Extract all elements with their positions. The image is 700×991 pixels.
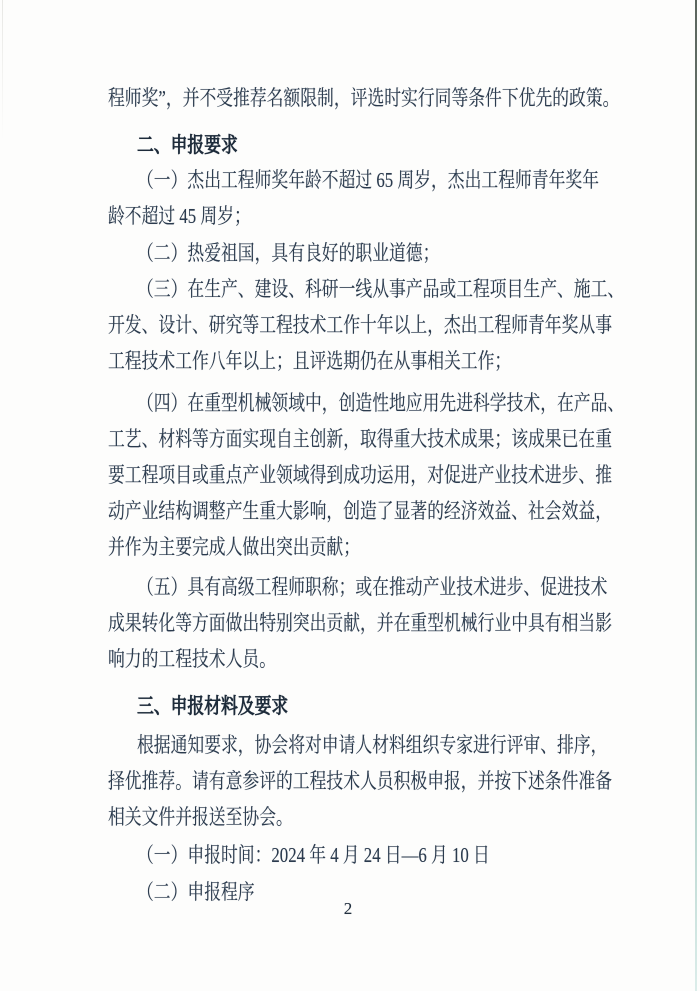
- text-line: 响力的工程技术人员。: [108, 647, 276, 671]
- text-line: 程师奖”，并不受推荐名额限制，评选时实行同等条件下优先的政策。: [108, 86, 620, 110]
- text-line: 动产业结构调整产生重大影响，创造了显著的经济效益、社会效益，: [108, 499, 612, 523]
- section-heading-2: 二、申报要求: [137, 133, 238, 157]
- text-line: 择优推荐。请有意参评的工程技术人员积极申报，并按下述条件准备: [108, 769, 612, 793]
- text-line-item-1: （一）杰出工程师奖年龄不超过 65 周岁，杰出工程师青年奖年: [137, 168, 599, 192]
- text-line-procedure: （二）申报程序: [137, 880, 255, 904]
- text-line-item-3: （三）在生产、建设、科研一线从事产品或工程项目生产、施工、: [137, 277, 625, 301]
- text-line-item-2: （二）热爱祖国，具有良好的职业道德；: [137, 241, 440, 265]
- text-line: 相关文件并报送至协会。: [108, 805, 293, 829]
- text-line: 成果转化等方面做出特别突出贡献，并在重型机械行业中具有相当影: [108, 611, 612, 635]
- text-line-deadline: （一）申报时间：2024 年 4 月 24 日—6 月 10 日: [137, 843, 490, 867]
- scan-right-edge-artifact: [695, 0, 697, 991]
- text-line-item-5: （五）具有高级工程师职称；或在推动产业技术进步、促进技术: [137, 575, 608, 599]
- text-line: 开发、设计、研究等工程技术工作十年以上，杰出工程师青年奖从事: [108, 313, 612, 337]
- text-line: 并作为主要完成人做出突出贡献；: [108, 535, 360, 559]
- text-line: 工艺、材料等方面实现自主创新，取得重大技术成果；该成果已在重: [108, 427, 612, 451]
- text-line: 要工程项目或重点产业领域得到成功运用，对促进产业技术进步、推: [108, 463, 612, 487]
- scan-left-edge-artifact: [2, 0, 3, 140]
- text-line-item-4: （四）在重型机械领域中，创造性地应用先进科学技术，在产品、: [137, 391, 625, 415]
- text-line: 龄不超过 45 周岁；: [108, 204, 251, 228]
- section-heading-3: 三、申报材料及要求: [137, 694, 289, 718]
- text-line: 根据通知要求，协会将对申请人材料组织专家进行评审、排序，: [137, 733, 608, 757]
- text-line: 工程技术工作八年以上；且评选期仍在从事相关工作；: [108, 349, 512, 373]
- page-number: 2: [343, 899, 353, 918]
